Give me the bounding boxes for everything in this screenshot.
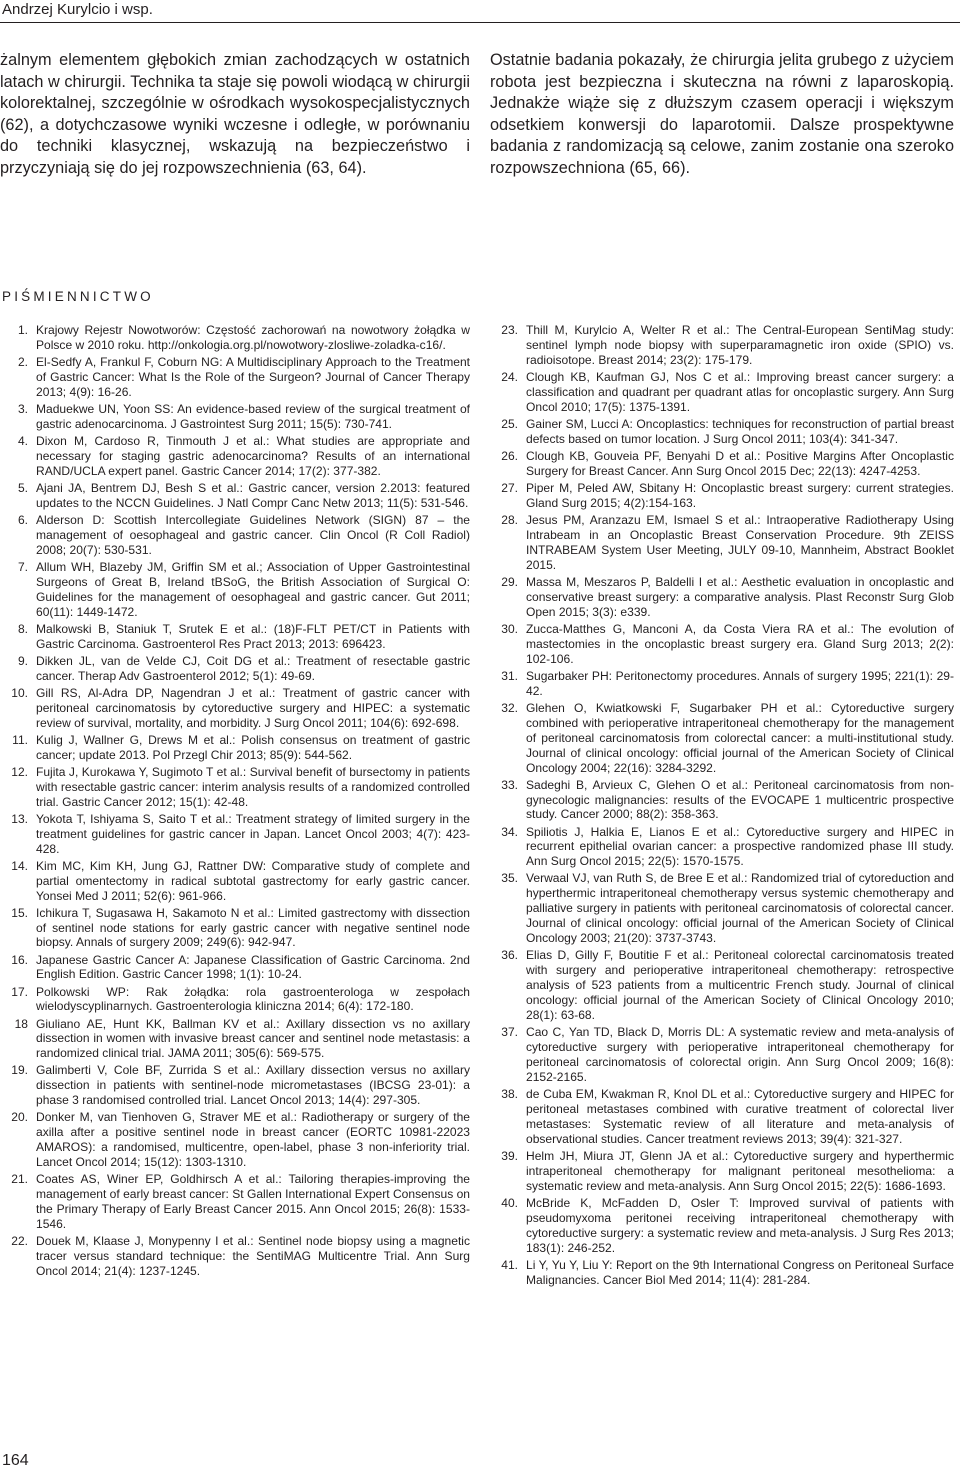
reference-text: Massa M, Meszaros P, Baldelli I et al.: Aesthetic evaluation in oncoplastic and conservative breast surgery: a comparative analysis. Plast Reconstr Surg Glob Open 2015; 3(3): e339. <box>526 574 954 619</box>
reference-text: Dikken JL, van de Velde CJ, Coit DG et al.: Treatment of resectable gastric cancer. Therap Adv Gastroenterol 2012; 5(1): 49-69. <box>36 653 470 683</box>
reference-number: 12. <box>11 764 28 779</box>
reference-number: 11. <box>12 732 28 747</box>
reference-item <box>0 654 470 684</box>
reference-item <box>0 622 470 652</box>
reference-item <box>0 1172 470 1232</box>
reference-number: 3. <box>17 401 28 416</box>
body-paragraph-left: żalnym elementem głębokich zmian zachodzących w ostatnich latach w chirurgii. Technika ta staje się powoli wiodącą w chirurgii kolorektalnej, szczególnie w ośrodkach wysokospecjalistycznych (62), a dotychczasowe wyniki wczesne i odległe, w porównaniu do techniki klasycznej, wskazują na bezpieczeństwo i przyczyniają się do jej rozpowszechnienia (63, 64). <box>0 51 470 177</box>
reference-text: Maduekwe UN, Yoon SS: An evidence-based review of the surgical treatment of gastric adenocarcinoma. J Gastrointest Surg 2011; 15(5): 730-741. <box>36 401 470 431</box>
reference-text: McBride K, McFadden D, Osler T: Improved survival of patients with pseudomyxoma peritonei receiving intraperitoneal chemotherapy with cytoreductive surgery: a systematic review and meta-analysis. J Surg Res 2013; 183(1): 246-252. <box>526 1195 954 1255</box>
reference-number: 6. <box>17 512 28 527</box>
reference-number: 15. <box>11 905 28 920</box>
reference-item <box>490 417 954 447</box>
reference-number: 16. <box>11 952 28 967</box>
reference-item <box>0 513 470 558</box>
reference-number: 29. <box>501 574 518 589</box>
reference-number: 1. <box>17 323 28 337</box>
reference-number: 31. <box>501 668 518 683</box>
reference-text: Jesus PM, Aranzazu EM, Ismael S et al.: Intraoperative Radiotherapy Using Intrabeam in an Oncoplastic Breast Conservation Procedure. 9th ZEISS INTRABEAM System User Meeting, JULY 09-10, Mannheim, Abstract Booklet 2015. <box>526 512 954 572</box>
reference-text: Donker M, van Tienhoven G, Straver ME et al.: Radiotherapy or surgery of the axilla after a positive sentinel node in breast cancer (EORTC 10981-22023 AMAROS): a randomised, multicentre, open-label, phase 3 non-inferiority trial. Lancet Oncol 2014; 15(12): 1303-1310. <box>36 1110 470 1170</box>
reference-item <box>0 1234 470 1279</box>
reference-text: Thill M, Kurylcio A, Welter R et al.: The Central-European SentiMag study: sentinel lymph node biopsy with superparamagnetic iron oxide (SPIO) vs. radioisotope. Breast 2014; 23(2): 175-179. <box>526 323 954 367</box>
reference-item <box>490 1025 954 1085</box>
reference-text: Douek M, Klaase J, Monypenny I et al.: Sentinel node biopsy using a magnetic tracer versus standard technique: the SentiMAG Multicentre Trial. Ann Surg Oncol 2014; 21(4): 1237-1245. <box>36 1234 470 1279</box>
reference-text: Piper M, Peled AW, Sbitany H: Oncoplastic breast surgery: current strategies. Gland Surg 2015; 4(2):154-163. <box>526 480 954 510</box>
reference-text: Ichikura T, Sugasawa H, Sakamoto N et al.: Limited gastrectomy with dissection of sentinel node stations for early gastric cancer with negative sentinel node biopsy. Annals of surgery 2009; 249(6): 942-947. <box>36 905 470 950</box>
body-paragraph-right: Ostatnie badania pokazały, że chirurgia jelita grubego z użyciem robota jest bezpieczna i skuteczna na równi z laparoskopią. Jednakże wiąże się z dłuższym czasem operacji i większym odsetkiem konwersji do laparotomii. Dalsze prospektywne badania z randomizacją są celowe, zanim zostanie ona szeroko rozpowszechniona (65, 66). <box>490 51 954 177</box>
reference-number: 20. <box>11 1110 28 1125</box>
reference-text: Dixon M, Cardoso R, Tinmouth J et al.: What studies are appropriate and necessary for staging gastric adenocarcinoma? Results of an international RAND/UCLA expert panel. Gastric Cancer 2014; 17(2): 377-382. <box>36 433 470 478</box>
reference-text: Giuliano AE, Hunt KK, Ballman KV et al.: Axillary dissection vs no axillary dissection in women with invasive breast cancer and sentinel node metastasis: a randomized clinical trial. JAMA 2011; 305(6): 569-575. <box>36 1016 470 1061</box>
reference-item <box>490 481 954 511</box>
reference-text: Yokota T, Ishiyama S, Saito T et al.: Treatment strategy of limited surgery in the treatment guidelines for gastric cancer in Japan. Lancet Oncol 2003; 4(7): 423-428. <box>36 811 470 856</box>
reference-item <box>490 1196 954 1256</box>
reference-item <box>490 1149 954 1194</box>
reference-number: 19. <box>11 1063 28 1078</box>
reference-text: Krajowy Rejestr Nowotworów: Częstość zachorowań na nowotwory żołądka w Polsce w 2010 roku. http://onkologia.org.pl/nowotwory-zlosliwe-zoladka-c16/. <box>36 323 470 352</box>
reference-item <box>0 402 470 432</box>
reference-text: Galimberti V, Cole BF, Zurrida S et al.: Axillary dissection versus no axillary dissection in patients with sentinel-node micrometastases (IBCSG 23-01): a phase 3 randomised controlled trial. Lancet Oncol 2013; 14(4): 297-305. <box>36 1063 470 1108</box>
reference-text: Sadeghi B, Arvieux C, Glehen O et al.: Peritoneal carcinomatosis from non-gynecologic malignancies: results of the EVOCAPE 1 multicentric prospective study. Cancer 2000; 88(2): 358-363. <box>526 777 954 822</box>
reference-item <box>0 560 470 620</box>
reference-text: Kulig J, Wallner G, Drews M et al.: Polish consensus on treatment of gastric cancer; update 2013. Pol Przegl Chir 2013; 85(9): 544-562. <box>36 732 470 762</box>
reference-number: 7. <box>17 559 28 574</box>
reference-text: Clough KB, Kaufman GJ, Nos C et al.: Improving breast cancer surgery: a classification and quadrant per quadrant atlas for oncoplastic surgery. Ann Surg Oncol 2010; 17(5): 1375-1391. <box>526 369 954 414</box>
reference-number: 26. <box>501 448 518 463</box>
reference-text: Li Y, Yu Y, Liu Y: Report on the 9th International Congress on Peritoneal Surface Malignancies. Cancer Biol Med 2014; 11(4): 281-284. <box>526 1257 954 1287</box>
reference-text: Helm JH, Miura JT, Glenn JA et al.: Cytoreductive surgery and hyperthermic intraperitoneal chemotherapy for malignant peritoneal mesothelioma: a systematic review and meta-analysis. Ann Surg Oncol 2015; 22(5): 1686-1693. <box>526 1149 954 1193</box>
reference-item <box>490 622 954 667</box>
reference-item <box>490 1087 954 1147</box>
reference-item <box>490 871 954 946</box>
reference-text: Spiliotis J, Halkia E, Lianos E et al.: Cytoreductive surgery and HIPEC in recurrent epithelial ovarian cancer: a prospective randomized phase III study. Ann Surg Oncol 2015; 22(5): 1570-1575. <box>526 824 954 869</box>
reference-number: 32. <box>501 700 518 715</box>
reference-number: 18 <box>14 1016 28 1031</box>
reference-text: Glehen O, Kwiatkowski F, Sugarbaker PH et al.: Cytoreductive surgery combined with perioperative intraperitoneal chemotherapy for the management of peritoneal carcinomatosis from colorectal cancer: a multi-institutional study. Journal of clinical oncology: official journal of the American Society of Clinical Oncology 2004; 22(16): 3284-3292. <box>526 700 954 775</box>
reference-number: 21. <box>11 1172 28 1187</box>
reference-text: Verwaal VJ, van Ruth S, de Bree E et al.: Randomized trial of cytoreduction and hyperthermic intraperitoneal chemotherapy versus systemic chemotherapy and palliative surgery in patients with peritoneal carcinomatosis of colorectal cancer. Journal of clinical oncology: official journal of the American Society of Clinical Oncology 2003; 21(20): 3737-3743. <box>526 871 954 946</box>
reference-item <box>0 985 470 1015</box>
reference-number: 10. <box>11 685 28 700</box>
running-header <box>0 0 960 23</box>
reference-item <box>0 733 470 763</box>
reference-number: 22. <box>11 1234 28 1249</box>
reference-text: El-Sedfy A, Frankul F, Coburn NG: A Multidisciplinary Approach to the Treatment of Gastric Cancer: What Is the Role of the Surgeon? Journal of Cancer Therapy 2013; 4(9): 16-26. <box>36 355 470 399</box>
reference-number: 25. <box>501 416 518 431</box>
reference-text: Cao C, Yan TD, Black D, Morris DL: A systematic review and meta-analysis of cytoreductive surgery with perioperative intraperitoneal chemotherapy for peritoneal carcinomatosis of colorectal origin. Ann Surg Oncol 2009; 16(8): 2152-2165. <box>526 1025 954 1085</box>
reference-item <box>0 859 470 904</box>
references-column-left <box>0 323 470 1281</box>
reference-text: de Cuba EM, Kwakman R, Knol DL et al.: Cytoreductive surgery and HIPEC for peritoneal metastases combined with curative treatment of colorectal liver metastases: Systematic review of all literature and meta-analysis of observational studies. Cancer treatment reviews 2013; 39(4): 321-327. <box>526 1087 954 1146</box>
reference-item <box>0 355 470 400</box>
reference-number: 28. <box>501 512 518 527</box>
reference-text: Alderson D: Scottish Intercollegiate Guidelines Network (SIGN) 87 – the management of oesophageal and gastric cancer. Clin Oncol (R Coll Radiol) 2008; 20(7): 530-531. <box>36 512 470 557</box>
reference-text: Japanese Gastric Cancer A: Japanese Classification of Gastric Carcinoma. 2nd English Edition. Gastric Cancer 1998; 1(1): 10-24. <box>36 952 470 982</box>
reference-item <box>0 953 470 983</box>
reference-number: 14. <box>11 858 28 873</box>
reference-number: 41. <box>501 1257 518 1272</box>
reference-text: Ajani JA, Bentrem DJ, Besh S et al.: Gastric cancer, version 2.2013: featured updates to the NCCN Guidelines. J Natl Compr Canc Netw 2013; 11(5): 531-546. <box>36 480 470 510</box>
reference-item <box>0 765 470 810</box>
reference-item <box>0 434 470 479</box>
reference-item <box>490 449 954 479</box>
reference-number: 5. <box>17 480 28 495</box>
reference-text: Gainer SM, Lucci A: Oncoplastics: techniques for reconstruction of partial breast defects based on tumor location. J Surg Oncol 2011; 103(4): 341-347. <box>526 416 954 446</box>
reference-number: 36. <box>501 948 518 963</box>
reference-item <box>490 370 954 415</box>
reference-text: Clough KB, Gouveia PF, Benyahi D et al.: Positive Margins After Oncoplastic Surgery for Breast Cancer. Ann Surg Oncol 2015 Dec; 22(13): 4247-4253. <box>526 448 954 478</box>
references-column-right <box>490 323 954 1290</box>
reference-number: 38. <box>501 1087 518 1102</box>
reference-number: 4. <box>17 433 28 448</box>
reference-number: 2. <box>17 355 28 369</box>
reference-text: Allum WH, Blazeby JM, Griffin SM et al.; Association of Upper Gastrointestinal Surgeons of Great B, Ireland tBSoG, the British Association of Surgical O: Guidelines for the management of oesophageal and gastric cancer. Gut 2011; 60(11): 1449-1472. <box>36 559 470 619</box>
reference-item <box>0 1017 470 1062</box>
reference-item <box>490 323 954 368</box>
reference-item <box>490 948 954 1023</box>
reference-number: 23. <box>501 323 518 337</box>
reference-number: 17. <box>11 984 28 999</box>
reference-text: Coates AS, Winer EP, Goldhirsch A et al.: Tailoring therapies-improving the management of early breast cancer: St Gallen International Expert Consensus on the Primary Therapy of Early Breast Cancer 2015. Ann Oncol 2015; 26(8): 1533-1546. <box>36 1172 470 1232</box>
reference-item <box>490 669 954 699</box>
reference-text: Elias D, Gilly F, Boutitie F et al.: Peritoneal colorectal carcinomatosis treated with surgery and perioperative intraperitoneal chemotherapy: retrospective analysis of 523 patients from a multicentric French study. Journal of clinical oncology: official journal of the American Society of Clinical Oncology 2010; 28(1): 63-68. <box>526 948 954 1023</box>
references-heading: PIŚMIENNICTWO <box>2 289 154 304</box>
reference-text: Malkowski B, Staniuk T, Srutek E et al.: (18)F-FLT PET/CT in Patients with Gastric Carcinoma. Gastroenterol Res Pract 2013; 2013: 696423. <box>36 621 470 651</box>
page-number: 164 <box>2 1452 29 1469</box>
reference-text: Polkowski WP: Rak żołądka: rola gastroenterologa w zespołach wielodyscyplinarnych. Gastroenterologia kliniczna 2014; 6(4): 172-180. <box>36 984 470 1014</box>
reference-text: Sugarbaker PH: Peritonectomy procedures. Annals of surgery 1995; 221(1): 29-42. <box>526 668 954 698</box>
header-authors: Andrzej Kurylcio i wsp. <box>2 1 153 18</box>
reference-number: 8. <box>17 621 28 636</box>
reference-number: 40. <box>501 1195 518 1210</box>
reference-number: 39. <box>501 1149 518 1164</box>
reference-text: Zucca-Matthes G, Manconi A, da Costa Viera RA et al.: The evolution of mastectomies in the oncoplastic breast surgery era. Gland Surg 2013; 2(2): 102-106. <box>526 621 954 666</box>
reference-item <box>0 812 470 857</box>
reference-item <box>0 1110 470 1170</box>
reference-item <box>0 906 470 951</box>
reference-number: 37. <box>501 1025 518 1040</box>
reference-item <box>0 1063 470 1108</box>
reference-item <box>0 686 470 731</box>
reference-number: 24. <box>501 369 518 384</box>
reference-item <box>490 825 954 870</box>
reference-number: 13. <box>11 811 28 826</box>
reference-number: 27. <box>501 480 518 495</box>
reference-text: Kim MC, Kim KH, Jung GJ, Rattner DW: Comparative study of complete and partial omentectomy in radical subtotal gastrectomy for early gastric cancer. Yonsei Med J 2011; 52(6): 961-966. <box>36 858 470 903</box>
reference-item <box>0 323 470 353</box>
reference-number: 9. <box>17 653 28 668</box>
reference-number: 34. <box>501 824 518 839</box>
reference-item <box>490 575 954 620</box>
reference-item <box>0 481 470 511</box>
reference-number: 35. <box>501 871 518 886</box>
reference-item <box>490 778 954 823</box>
reference-item <box>490 701 954 776</box>
reference-number: 30. <box>501 621 518 636</box>
reference-item <box>490 1258 954 1288</box>
reference-text: Gill RS, Al-Adra DP, Nagendran J et al.: Treatment of gastric cancer with peritoneal carcinomatosis by cytoreductive surgery and HIPEC: a systematic review of survival, mortality, and morbidity. J Surg Oncol 2011; 104(6): 692-698. <box>36 685 470 730</box>
reference-number: 33. <box>501 777 518 792</box>
reference-item <box>490 513 954 573</box>
reference-text: Fujita J, Kurokawa Y, Sugimoto T et al.: Survival benefit of bursectomy in patients with resectable gastric cancer: interim analysis results of a randomized controlled trial. Gastric Cancer 2012; 15(1): 42-48. <box>36 764 470 809</box>
